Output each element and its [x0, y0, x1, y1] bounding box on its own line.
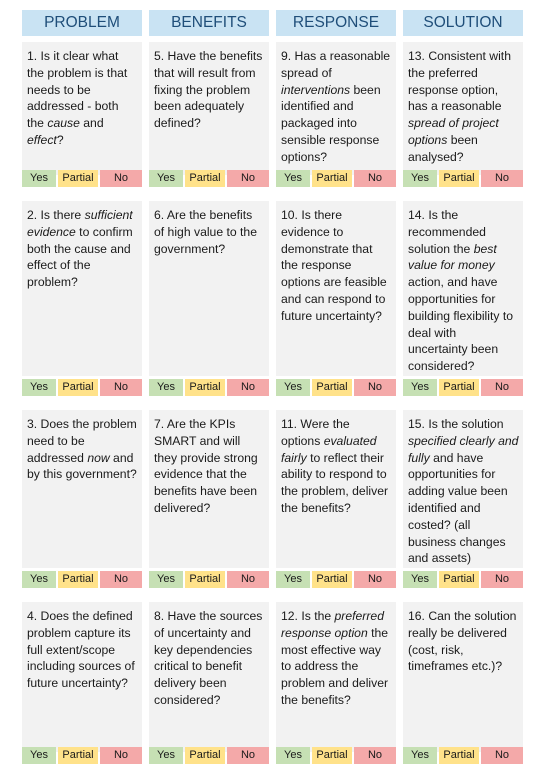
question-cell	[149, 410, 269, 568]
partial-option[interactable]: Partial	[312, 170, 352, 187]
question-text: 11. Were the options evaluated fairly to reflect their ability to respond to the problem, deliver the benefits?	[281, 417, 389, 515]
question-cell	[403, 410, 523, 568]
yes-option[interactable]: Yes	[149, 571, 183, 588]
rating-bar	[149, 571, 269, 588]
question-text: 3. Does the problem need to be addressed now and by this government?	[27, 417, 137, 482]
question-cell	[149, 201, 269, 376]
partial-option[interactable]: Partial	[439, 170, 479, 187]
question-text: 15. Is the solution specified clearly and fully and have opportunities for adding value been identified and costed? (all business changes and assets)	[408, 417, 519, 566]
column-header: SOLUTION	[403, 10, 523, 36]
rating-bar	[149, 379, 269, 396]
question-cell	[276, 602, 396, 752]
yes-option[interactable]: Yes	[276, 571, 310, 588]
rating-bar	[276, 379, 396, 396]
partial-option[interactable]: Partial	[312, 747, 352, 764]
no-option[interactable]: No	[354, 747, 396, 764]
question-cell	[403, 201, 523, 376]
no-option[interactable]: No	[227, 170, 269, 187]
rating-bar	[403, 170, 523, 187]
question-text: 1. Is it clear what the problem is that needs to be addressed - both the cause and effect?	[27, 49, 128, 147]
no-option[interactable]: No	[100, 747, 142, 764]
rating-bar	[22, 170, 142, 187]
rating-bar	[403, 747, 523, 764]
partial-option[interactable]: Partial	[312, 379, 352, 396]
partial-option[interactable]: Partial	[58, 747, 98, 764]
no-option[interactable]: No	[354, 379, 396, 396]
column-problem	[22, 10, 142, 761]
column-benefits	[149, 10, 269, 761]
yes-option[interactable]: Yes	[403, 747, 437, 764]
column-solution	[403, 10, 523, 761]
no-option[interactable]: No	[227, 571, 269, 588]
no-option[interactable]: No	[100, 379, 142, 396]
yes-option[interactable]: Yes	[149, 379, 183, 396]
rating-bar	[403, 571, 523, 588]
question-text: 4. Does the defined problem capture its full extent/scope including sources of future uncertainty?	[27, 609, 135, 691]
question-cell	[149, 602, 269, 752]
no-option[interactable]: No	[227, 379, 269, 396]
column-header: RESPONSE	[276, 10, 396, 36]
no-option[interactable]: No	[481, 379, 523, 396]
rating-bar	[276, 747, 396, 764]
partial-option[interactable]: Partial	[439, 571, 479, 588]
yes-option[interactable]: Yes	[22, 170, 56, 187]
question-cell	[276, 410, 396, 568]
partial-option[interactable]: Partial	[58, 571, 98, 588]
question-cell	[276, 42, 396, 175]
question-text: 13. Consistent with the preferred response option, has a reasonable spread of project options been analysed?	[408, 49, 511, 164]
question-text: 7. Are the KPIs SMART and will they provide strong evidence that the benefits have been delivered?	[154, 417, 258, 515]
partial-option[interactable]: Partial	[185, 571, 225, 588]
rating-bar	[149, 747, 269, 764]
question-cell	[22, 42, 142, 175]
question-text: 16. Can the solution really be delivered (cost, risk, timeframes etc.)?	[408, 609, 517, 674]
yes-option[interactable]: Yes	[276, 379, 310, 396]
question-text: 14. Is the recommended solution the best value for money action, and have opportunities for building flexibility to deal with uncertainty been considered?	[408, 208, 514, 374]
question-text: 12. Is the preferred response option the most effective way to address the problem and deliver the benefits?	[281, 609, 389, 707]
partial-option[interactable]: Partial	[439, 747, 479, 764]
rating-bar	[22, 379, 142, 396]
partial-option[interactable]: Partial	[185, 379, 225, 396]
question-cell	[22, 410, 142, 568]
yes-option[interactable]: Yes	[403, 170, 437, 187]
no-option[interactable]: No	[354, 170, 396, 187]
question-text: 9. Has a reasonable spread of interventions been identified and packaged into sensible response options?	[281, 49, 391, 164]
partial-option[interactable]: Partial	[58, 379, 98, 396]
question-text: 6. Are the benefits of high value to the government?	[154, 208, 257, 256]
yes-option[interactable]: Yes	[403, 571, 437, 588]
partial-option[interactable]: Partial	[185, 170, 225, 187]
column-header: BENEFITS	[149, 10, 269, 36]
partial-option[interactable]: Partial	[185, 747, 225, 764]
yes-option[interactable]: Yes	[276, 170, 310, 187]
no-option[interactable]: No	[227, 747, 269, 764]
yes-option[interactable]: Yes	[22, 747, 56, 764]
yes-option[interactable]: Yes	[276, 747, 310, 764]
partial-option[interactable]: Partial	[439, 379, 479, 396]
no-option[interactable]: No	[481, 170, 523, 187]
yes-option[interactable]: Yes	[149, 747, 183, 764]
rating-bar	[403, 379, 523, 396]
question-cell	[149, 42, 269, 175]
question-cell	[403, 42, 523, 175]
no-option[interactable]: No	[481, 747, 523, 764]
question-cell	[276, 201, 396, 376]
question-text: 10. Is there evidence to demonstrate that the response options are feasible and can respond to future uncertainty?	[281, 208, 387, 323]
question-text: 8. Have the sources of uncertainty and key dependencies critical to benefit delivery been considered?	[154, 609, 263, 707]
rating-bar	[22, 571, 142, 588]
partial-option[interactable]: Partial	[58, 170, 98, 187]
column-response	[276, 10, 396, 761]
question-cell	[22, 602, 142, 752]
no-option[interactable]: No	[100, 571, 142, 588]
no-option[interactable]: No	[481, 571, 523, 588]
partial-option[interactable]: Partial	[312, 571, 352, 588]
question-text: 5. Have the benefits that will result from fixing the problem been adequately defined?	[154, 49, 263, 131]
question-text: 2. Is there sufficient evidence to confirm both the cause and effect of the problem?	[27, 208, 133, 290]
yes-option[interactable]: Yes	[149, 170, 183, 187]
yes-option[interactable]: Yes	[22, 571, 56, 588]
rating-bar	[149, 170, 269, 187]
yes-option[interactable]: Yes	[22, 379, 56, 396]
question-cell	[403, 602, 523, 752]
rating-bar	[276, 571, 396, 588]
column-header: PROBLEM	[22, 10, 142, 36]
no-option[interactable]: No	[100, 170, 142, 187]
question-cell	[22, 201, 142, 376]
no-option[interactable]: No	[354, 571, 396, 588]
yes-option[interactable]: Yes	[403, 379, 437, 396]
rating-bar	[22, 747, 142, 764]
rating-bar	[276, 170, 396, 187]
